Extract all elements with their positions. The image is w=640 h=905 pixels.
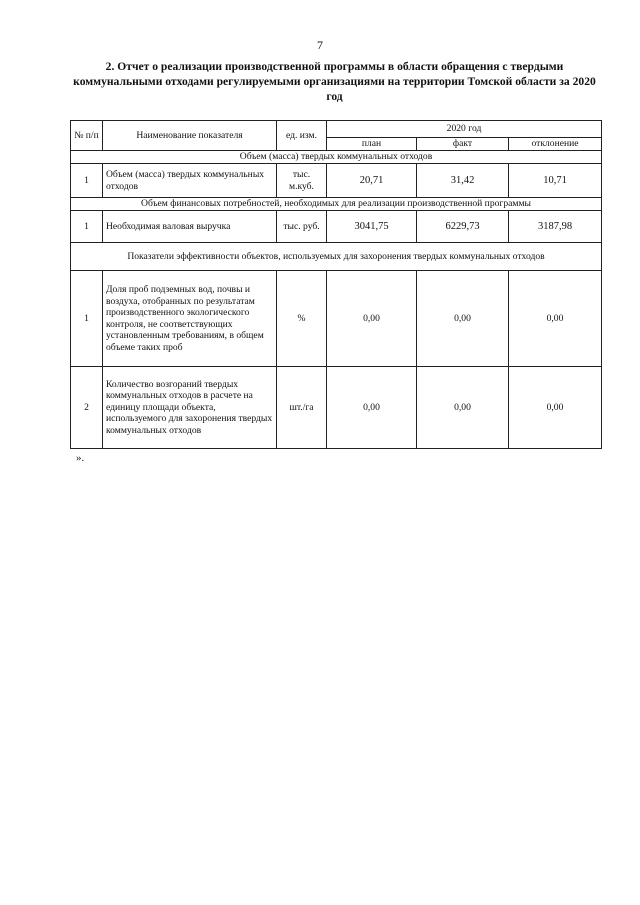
section-title: Показатели эффективности объектов, используемых для захоронения твердых коммунальных отходов <box>71 243 602 271</box>
section-title-row <box>71 151 602 164</box>
header-num: № п/п <box>71 121 103 151</box>
row-plan: 0,00 <box>327 367 417 449</box>
section-title-row <box>71 198 602 211</box>
row-num: 1 <box>71 271 103 367</box>
table-row <box>71 367 602 449</box>
row-num: 2 <box>71 367 103 449</box>
row-deviation: 0,00 <box>509 367 602 449</box>
row-deviation: 0,00 <box>509 271 602 367</box>
row-name: Количество возгораний твердых коммунальных отходов в расчете на единицу площади объекта, используемого для захоронения твердых коммунальных отходов <box>103 367 277 449</box>
row-fact: 0,00 <box>417 271 509 367</box>
header-name: Наименование показателя <box>103 121 277 151</box>
header-fact: факт <box>417 138 509 151</box>
row-unit: % <box>277 271 327 367</box>
page-number: 7 <box>317 38 323 52</box>
row-deviation: 3187,98 <box>509 211 602 243</box>
row-unit: тыс. м.куб. <box>277 164 327 198</box>
section-title: Объем (масса) твердых коммунальных отходов <box>71 151 602 164</box>
section-title-row <box>71 243 602 271</box>
row-name: Объем (масса) твердых коммунальных отходов <box>103 164 277 198</box>
row-name: Доля проб подземных вод, почвы и воздуха, отобранных по результатам производственного экологического контроля, не соответствующих установленным требованиям, в общем объеме таких проб <box>103 271 277 367</box>
table-row <box>71 271 602 367</box>
header-deviation: отклонение <box>509 138 602 151</box>
row-unit: тыс. руб. <box>277 211 327 243</box>
report-heading: 2. Отчет о реализации производственной программы в области обращения с твердыми коммунальными отходами регулируемыми организациями на территории Томской области за 2020 год <box>73 60 596 103</box>
table-header-row <box>71 121 602 138</box>
row-deviation: 10,71 <box>509 164 602 198</box>
row-fact: 0,00 <box>417 367 509 449</box>
closing-quote-mark: ». <box>76 452 85 464</box>
table-row <box>71 211 602 243</box>
row-name: Необходимая валовая выручка <box>103 211 277 243</box>
row-num: 1 <box>71 211 103 243</box>
row-plan: 20,71 <box>327 164 417 198</box>
section-title: Объем финансовых потребностей, необходимых для реализации производственной программы <box>71 198 602 211</box>
row-plan: 0,00 <box>327 271 417 367</box>
row-num: 1 <box>71 164 103 198</box>
header-unit: ед. изм. <box>277 121 327 151</box>
row-fact: 31,42 <box>417 164 509 198</box>
row-unit: шт./га <box>277 367 327 449</box>
report-table <box>70 120 602 449</box>
row-fact: 6229,73 <box>417 211 509 243</box>
header-year: 2020 год <box>327 121 602 138</box>
table-row <box>71 164 602 198</box>
row-plan: 3041,75 <box>327 211 417 243</box>
header-plan: план <box>327 138 417 151</box>
